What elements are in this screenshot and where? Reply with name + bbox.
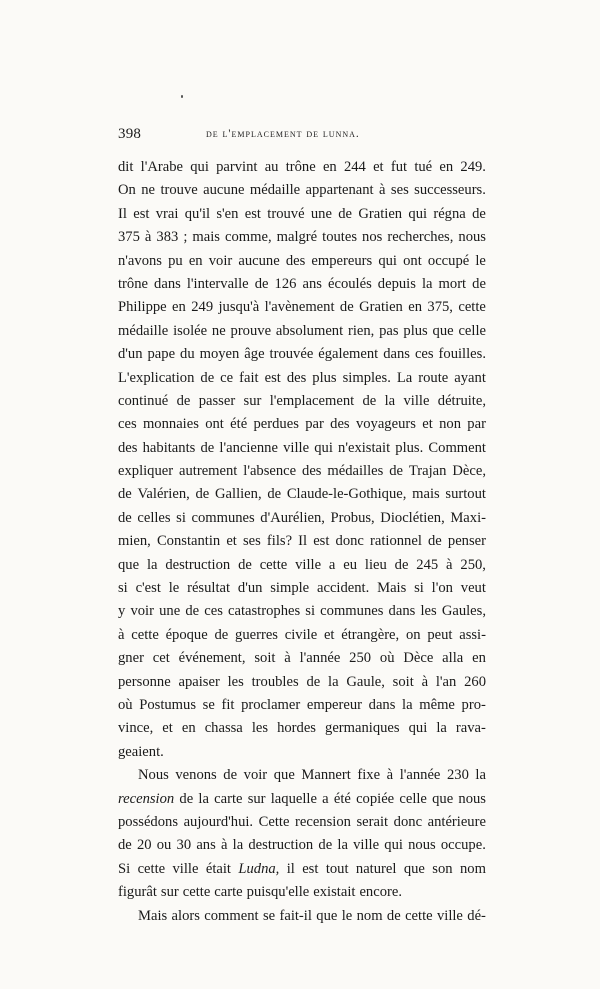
- text-line: ces monnaies ont été perdues par des voyageurs et non par: [118, 416, 486, 433]
- text-line: à cette époque de guerres civile et étrangère, on peut assi-: [118, 626, 486, 643]
- text-line: On ne trouve aucune médaille appartenant à ses successeurs.: [118, 182, 486, 199]
- text-line: médaille isolée ne prouve absolument rien, pas plus que celle: [118, 322, 486, 339]
- body-text: [118, 156, 486, 928]
- text-line: où Postumus se fit proclamer empereur dans la même pro-: [118, 696, 486, 713]
- ink-speck: [181, 95, 183, 98]
- page-header: [118, 126, 490, 146]
- text-line: 375 à 383 ; mais comme, malgré toutes nos recherches, nous: [118, 229, 486, 246]
- text-line: recension de la carte sur laquelle a été copiée celle que nous: [118, 790, 486, 807]
- text-line: Mais alors comment se fait-il que le nom de cette ville dé-: [138, 907, 486, 924]
- text-line: expliquer autrement l'absence des médailles de Trajan Dèce,: [118, 463, 486, 480]
- text-line: si c'est le résultat d'un simple accident. Mais si l'on veut: [118, 580, 486, 597]
- text-line: continué de passer sur l'emplacement de la ville détruite,: [118, 392, 486, 409]
- text-line: trône dans l'intervalle de 126 ans écoulés depuis la mort de: [118, 275, 486, 292]
- text-line: y voir une de ces catastrophes si communes dans les Gaules,: [118, 603, 486, 620]
- text-line: dit l'Arabe qui parvint au trône en 244 et fut tué en 249.: [118, 159, 486, 175]
- text-line: mien, Constantin et ses fils? Il est donc rationnel de penser: [118, 533, 486, 550]
- text-line: personne apaiser les troubles de la Gaule, soit à l'an 260: [118, 673, 486, 690]
- page-number: 398: [118, 126, 142, 142]
- text-line: que la destruction de cette ville a eu lieu de 245 à 250,: [118, 556, 486, 573]
- text-line: gner cet événement, soit à l'année 250 où Dèce alla en: [118, 650, 486, 667]
- text-line: d'un pape du moyen âge trouvée également dans ces fouilles.: [118, 346, 486, 363]
- text-line: Si cette ville était Ludna, il est tout naturel que son nom: [118, 860, 486, 877]
- text-line: de Valérien, de Gallien, de Claude-le-Gothique, mais surtout: [118, 486, 486, 503]
- text-line: de celles si communes d'Aurélien, Probus, Dioclétien, Maxi-: [118, 509, 486, 526]
- text-line: n'avons pu en voir aucune des empereurs qui ont occupé le: [118, 252, 486, 269]
- text-line: figurât sur cette carte puisqu'elle existait encore.: [118, 884, 402, 901]
- text-line: de 20 ou 30 ans à la destruction de la ville qui nous occupe.: [118, 837, 486, 854]
- text-line: des habitants de l'ancienne ville qui n'existait plus. Comment: [118, 439, 486, 456]
- text-line: possédons aujourd'hui. Cette recension serait donc antérieure: [118, 813, 486, 830]
- text-line: Il est vrai qu'il s'en est trouvé une de Gratien qui régna de: [118, 205, 486, 222]
- text-line: Nous venons de voir que Mannert fixe à l'année 230 la: [138, 767, 486, 784]
- running-title: de l'emplacement de lunna.: [206, 128, 360, 140]
- text-line: vince, et en chassa les hordes germaniques qui la rava-: [118, 720, 486, 737]
- text-line: geaient.: [118, 743, 164, 760]
- text-line: Philippe en 249 jusqu'à l'avènement de Gratien en 375, cette: [118, 299, 486, 316]
- text-line: L'explication de ce fait est des plus simples. La route ayant: [118, 369, 486, 386]
